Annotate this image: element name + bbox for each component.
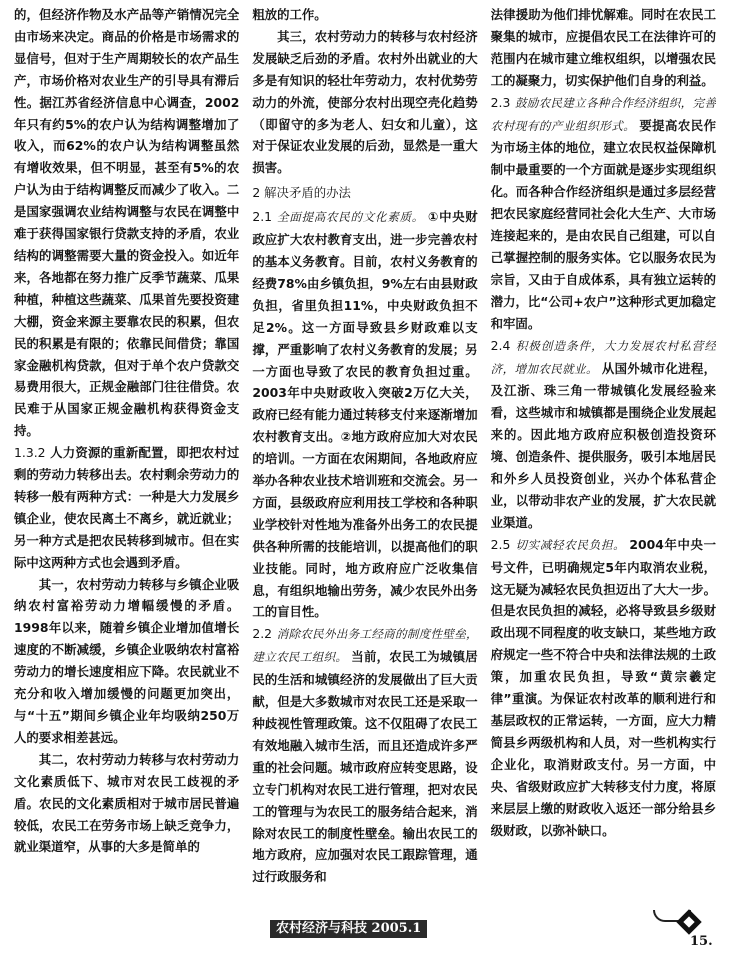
section-heading <box>252 182 477 204</box>
body-paragraph: 的，但经济作物及水产品等产销情况完全由市场来决定。商品的价格是市场需求的显信号，但对于生产周期较长的农产品生产，市场价格对农业生产的引导具有滞后性。据江苏省经济信息中心调查，2002年只有约5%的农户认为结构调整增加了收入，而62%的农户认为结构调整虽然有增收效果，但不明显，甚至有5%的农户认为由于结构调整反而减少了收入。二是国家强调农业结构调整与农民在调整中难于获得国家银行贷款支持的矛盾，农业结构的调整需要大量的资金投入。如近年来，各地都在努力推广反季节蔬菜、瓜果种植，种植这些蔬菜、瓜果首先要投资建大棚，资金来源主要靠农民的积累，但农民的积累是有限的；依靠民间借贷；靠国家金融机构贷款，但对于单个农户贷款交易费用很大，正规金融部门往往借贷。农民难于从国家正规金融机构获得资金支持。 <box>14 7 240 439</box>
subsection-number: 2.5 <box>490 536 511 552</box>
subsection-paragraph <box>252 623 477 888</box>
subsection-number: 2.1 <box>252 209 273 225</box>
body-paragraph: 粗放的工作。 <box>252 7 327 22</box>
subsection-title: 消除农民外出务工经商的制度性壁垒，建立农民工组织。 <box>252 627 478 665</box>
body-paragraph: 其三，农村劳动力的转移与农村经济发展缺乏后劲的矛盾。农村外出就业的大多是有知识的轻壮年劳动力，农村优势劳动力的外流，使部分农村出现空壳化趋势（即留守的多为老人、妇女和儿童），这对于保证农业发展的后劲，显然是一重大损害。 <box>252 28 478 176</box>
paragraph-text: 人力资源的重新配置，即把农村过剩的劳动力转移出去。农村剩余劳动力的转移一般有两种方式：一种是大力发展乡镇企业，使农民离土不离乡，就近就业；另一种方式是把农民转移到城市。但在实际中这两种方式也会遇到矛盾。 <box>14 445 240 570</box>
section-number: 2 <box>252 185 261 201</box>
subsection-title: 积极创造条件，大力发展农村私营经济，增加农民就业。 <box>490 338 716 376</box>
subsection-paragraph <box>491 335 716 534</box>
page-footer <box>0 910 730 957</box>
subsection-number: 2.4 <box>490 337 511 353</box>
subsection-number: 2.2 <box>252 626 273 642</box>
article-body <box>14 4 716 909</box>
subsection-paragraph <box>491 534 716 842</box>
subsection-paragraph <box>252 206 477 623</box>
paragraph-text: 2004年中央一号文件，已明确规定5年内取消农业税，这无疑为减轻农民负担迈出了大大一步。但是农民负担的减轻，必将导致县乡级财政出现不同程度的收支缺口，某些地方政府规定一些不符合中央和法律法规的土政策，加重农民负担，导致“黄宗羲定律”重演。为保证农村改革的顺利进行和基层政权的正常运转，一方面，应大力精简县乡两级机构和人员，对一些机构实行企业化，取消财政支付。另一方面，中央、省级财政应扩大转移支付力度，将原来层层上缴的财政收入返还一部分给县乡级财政，以弥补缺口。 <box>490 536 716 838</box>
subsection-title: 全面提高农民的文化素质。 <box>277 210 424 225</box>
body-paragraph: 法律援助为他们排忧解难。同时在农民工聚集的城市，应提倡农民工在法律许可的范围内在城市建立维权组织，以增强农民工的凝聚力，切实保护他们自身的利益。 <box>490 7 716 88</box>
paragraph-text: 从国外城市化进程，及江浙、珠三角一带城镇化发展经验来看，这些城市和城镇都是围绕企业发展起来的。因此地方政府应积极创造投资环境、创造条件、提供服务，吸引本地居民和外乡人员投资创业，兴办个体私营企业，以带动非农产业的发展，扩大农民就业渠道。 <box>490 360 716 530</box>
body-paragraph: 其一，农村劳动力转移与乡镇企业吸纳农村富裕劳动力增幅缓慢的矛盾。1998年以来，随着乡镇企业增加值增长速度的不断减缓，乡镇企业吸纳农村富裕劳动力的增长速度相应下降。农民就业不充分和收入增加缓慢的问题更加突出，与“十五”期间乡镇企业年均吸纳250万人的要求相差甚远。 <box>14 576 240 745</box>
paragraph-number: 1.3.2 <box>14 445 46 461</box>
paragraph-text: 当前，农民工为城镇居民的生活和城镇经济的发展做出了巨大贡献，但是大多数城市对农民工还是采取一种歧视性管理政策。这不仅阻碍了农民工有效地融入城市生活，而且还造成许多严重的社会问题。城市政府应转变思路，设立专门机构对农民工进行管理，把对农民工的管理与为农民工的服务结合起来，消除对农民工的制度性壁垒。输出农民工的地方政府，应加强对农民工跟踪管理，通过行政服务和 <box>252 649 478 885</box>
journal-banner: 农村经济与科技 2005.1 <box>270 920 427 938</box>
numbered-paragraph <box>14 442 239 573</box>
page-number: 15. <box>690 934 713 949</box>
paragraph-text: 要提高农民作为市场主体的地位，建立农民权益保障机制中最重要的一个方面就是逐步实现组织化。而各种合作经济组织是通过多层经营把农民家庭经营同社会化大生产、大市场连接起来的，是由农民自己组建，可以自己掌握控制的服务实体。它以服务农民为宗旨，又由于自成体系，具有独立运转的潜力，比“公司+农户”这种形式更加稳定和牢固。 <box>490 117 716 331</box>
body-paragraph: 其二，农村劳动力转移与农村劳动力文化素质低下、城市对农民工歧视的矛盾。农民的文化素质相对于城市居民普遍较低，农民工在劳务市场上缺乏竞争力，就业渠道窄，从事的大多是简单的 <box>14 751 240 855</box>
column-right <box>491 4 716 909</box>
column-left <box>14 4 239 909</box>
paragraph-text: ①中央财政应扩大农村教育支出，进一步完善农村的基本义务教育。目前，农村义务教育的经费78%由乡镇负担，9%左右由县财政负担，省里负担11%，中央财政负担不足2%。这一方面导致县乡财政难以支撑，严重影响了农村义务教育的发展；另一方面也导致了农民的教育负担过重。2003年中央财政收入突破2万亿大关，政府已经有能力通过转移支付来逐渐增加农村教育支出。②地方政府应加大对农民的培训。一方面在农闲期间，各地政府应举办各种农业技术培训班和交流会。另一方面，县级政府应利用技工学校和各种职业学校针对性地为准备外出务工的农民提供各种所需的技能培训，以提高他们的职业技能。同时，地方政府应广泛收集信息，有组织地输出劳务，减少农民外出务工的盲目性。 <box>252 209 478 620</box>
subsection-number: 2.3 <box>490 94 511 110</box>
subsection-title: 切实减轻农民负担。 <box>515 537 626 552</box>
section-title: 解决矛盾的办法 <box>264 185 351 201</box>
subsection-paragraph <box>491 92 716 335</box>
subsection-title: 鼓励农民建立各种合作经济组织，完善农村现有的产业组织形式。 <box>490 95 716 133</box>
column-middle <box>252 4 477 909</box>
